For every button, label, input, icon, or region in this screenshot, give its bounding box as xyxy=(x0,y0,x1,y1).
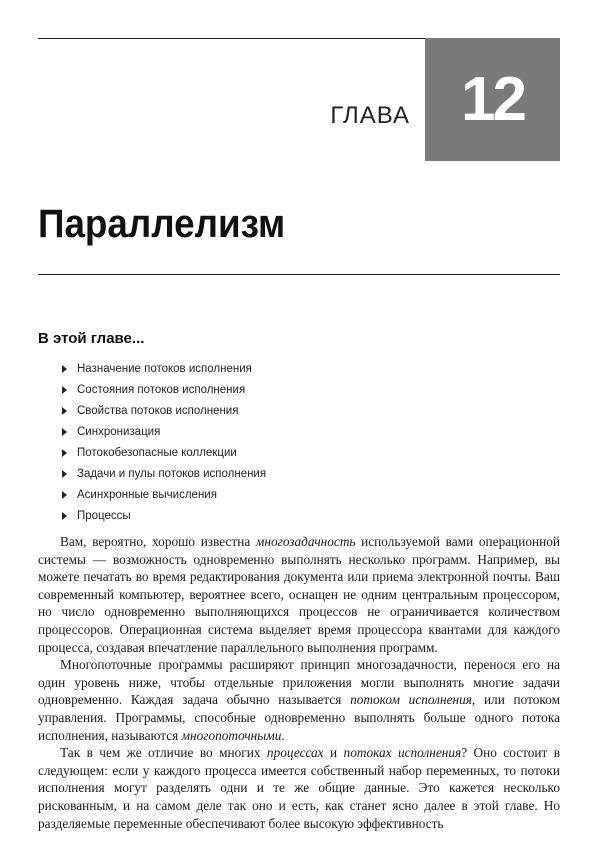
chapter-contents-list xyxy=(62,358,266,526)
triangle-bullet-icon xyxy=(62,512,67,520)
list-item xyxy=(62,442,266,463)
text-run: . xyxy=(281,727,285,743)
text-run: , или потоком управления. Программы, способные одновременно выполнять больше одного потока исполнения, называются xyxy=(38,692,560,743)
list-item-label: Назначение потоков исполнения xyxy=(77,362,252,375)
triangle-bullet-icon xyxy=(62,491,67,499)
chapter-number-box xyxy=(425,38,560,161)
paragraph xyxy=(38,533,560,656)
triangle-bullet-icon xyxy=(62,428,67,436)
list-item-label: Асинхронные вычисления xyxy=(77,488,217,501)
list-item xyxy=(62,505,266,526)
list-item-label: Состояния потоков исполнения xyxy=(77,383,246,396)
triangle-bullet-icon xyxy=(62,470,67,478)
list-item xyxy=(62,463,266,484)
list-item xyxy=(62,421,266,442)
list-item xyxy=(62,400,266,421)
text-run: Так в чем же отличие во многих xyxy=(60,745,267,761)
emphasis: многозадачность xyxy=(255,534,356,549)
triangle-bullet-icon xyxy=(62,449,67,457)
paragraph xyxy=(38,744,560,832)
chapter-number: 12 xyxy=(461,65,524,134)
list-item-label: Задачи и пулы потоков исполнения xyxy=(77,467,267,480)
list-item-label: Процессы xyxy=(77,509,131,522)
in-this-chapter-heading: В этой главе... xyxy=(38,330,145,347)
text-run: ? Оно состоит в следующем: если у каждого процесса имеется собственный набор переменных, то потоки исполнения могут разделять одни и те же общие данные. Это кажется несколько рискованным, и на самом деле так оно и есть, как станет ясно далее в этой главе. Но разделяемые переменные обеспечивают более высокую эффективность xyxy=(38,745,560,831)
body-text xyxy=(38,533,560,832)
text-run: Многопоточные программы расширяют принцип многозадачности, перенося его на один уровень ниже, чтобы отдельные приложения могли выполнять многие задачи одновременно. Каждая задача обычно называется xyxy=(38,657,560,708)
triangle-bullet-icon xyxy=(62,365,67,373)
text-run: Вам, вероятно, хорошо известна xyxy=(60,534,256,549)
emphasis: потоках исполнения xyxy=(343,745,462,761)
triangle-bullet-icon xyxy=(62,407,67,415)
list-item xyxy=(62,379,266,400)
text-run: используемой вами операционной системы — возможность одновременно выполнять несколько программ. Например, вы можете печатать во время редактирования документа или приема электронной почты. Ваш современный компьютер, вероятнее всего, оснащен не одним центральным процессором, но число одновременно выполняющихся процессов не ограничивается количеством процессоров. Операционная система выделяет время процессора квантами для каждого процесса, создавая впечатление параллельного выполнения программ. xyxy=(38,534,560,655)
list-item xyxy=(62,358,266,379)
list-item-label: Потокобезопасные коллекции xyxy=(77,446,237,459)
list-item-label: Синхронизация xyxy=(77,425,161,438)
emphasis: потоком исполнения xyxy=(350,692,472,708)
text-run: и xyxy=(323,745,344,761)
chapter-title: Параллелизм xyxy=(38,202,286,246)
triangle-bullet-icon xyxy=(62,386,67,394)
list-item xyxy=(62,484,266,505)
paragraph xyxy=(38,656,560,744)
chapter-label: ГЛАВА xyxy=(330,102,410,129)
emphasis: процессах xyxy=(266,745,324,761)
title-rule xyxy=(38,274,560,275)
list-item-label: Свойства потоков исполнения xyxy=(77,404,239,417)
emphasis: многопоточными xyxy=(181,727,282,743)
